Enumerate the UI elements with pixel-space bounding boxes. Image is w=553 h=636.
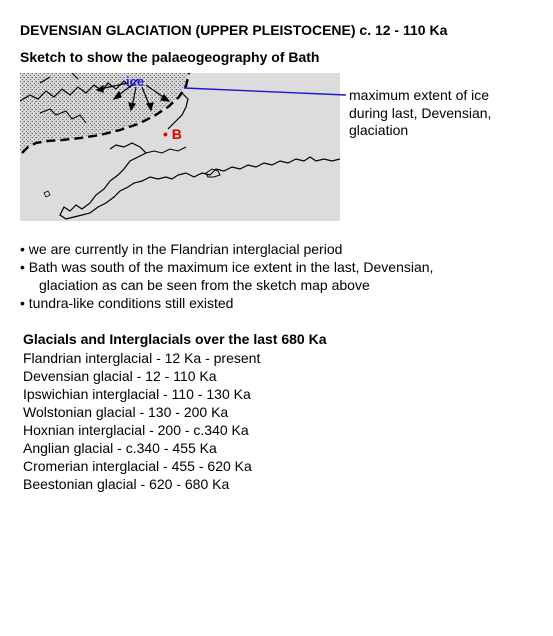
list-item: • Bath was south of the maximum ice extent in the last, Devensian,	[20, 259, 434, 275]
bath-marker: • B	[163, 126, 182, 142]
list-item: Anglian glacial - c.340 - 455 Ka	[23, 440, 217, 456]
periods-list	[23, 349, 260, 493]
list-item: • tundra-like conditions still existed	[20, 295, 234, 311]
ice-extent-annotation	[349, 87, 549, 140]
annotation-line: glaciation	[349, 122, 409, 138]
list-item: Wolstonian glacial - 130 - 200 Ka	[23, 404, 229, 420]
list-item: Devensian glacial - 12 - 110 Ka	[23, 368, 217, 384]
list-item: glaciation as can be seen from the sketch map above	[39, 277, 370, 293]
page-subtitle: Sketch to show the palaeogeography of Bath	[20, 49, 320, 65]
list-item: Cromerian interglacial - 455 - 620 Ka	[23, 458, 252, 474]
list-item: • we are currently in the Flandrian interglacial period	[20, 241, 343, 257]
annotation-line: during last, Devensian,	[349, 104, 492, 121]
list-item: Beestonian glacial - 620 - 680 Ka	[23, 476, 230, 492]
list-item: Hoxnian interglacial - 200 - c.340 Ka	[23, 422, 249, 438]
section-heading: Glacials and Interglacials over the last 680 Ka	[23, 331, 327, 347]
list-item: Flandrian interglacial - 12 Ka - present	[23, 350, 261, 366]
ice-label: ice	[126, 74, 145, 89]
list-item: Ipswichian interglacial - 110 - 130 Ka	[23, 386, 251, 402]
annotation-line: maximum extent of ice	[349, 87, 490, 103]
palaeogeography-sketch-map	[20, 73, 340, 221]
notes-list	[20, 240, 433, 312]
page-title: DEVENSIAN GLACIATION (UPPER PLEISTOCENE) c. 12 - 110 Ka	[20, 22, 448, 38]
